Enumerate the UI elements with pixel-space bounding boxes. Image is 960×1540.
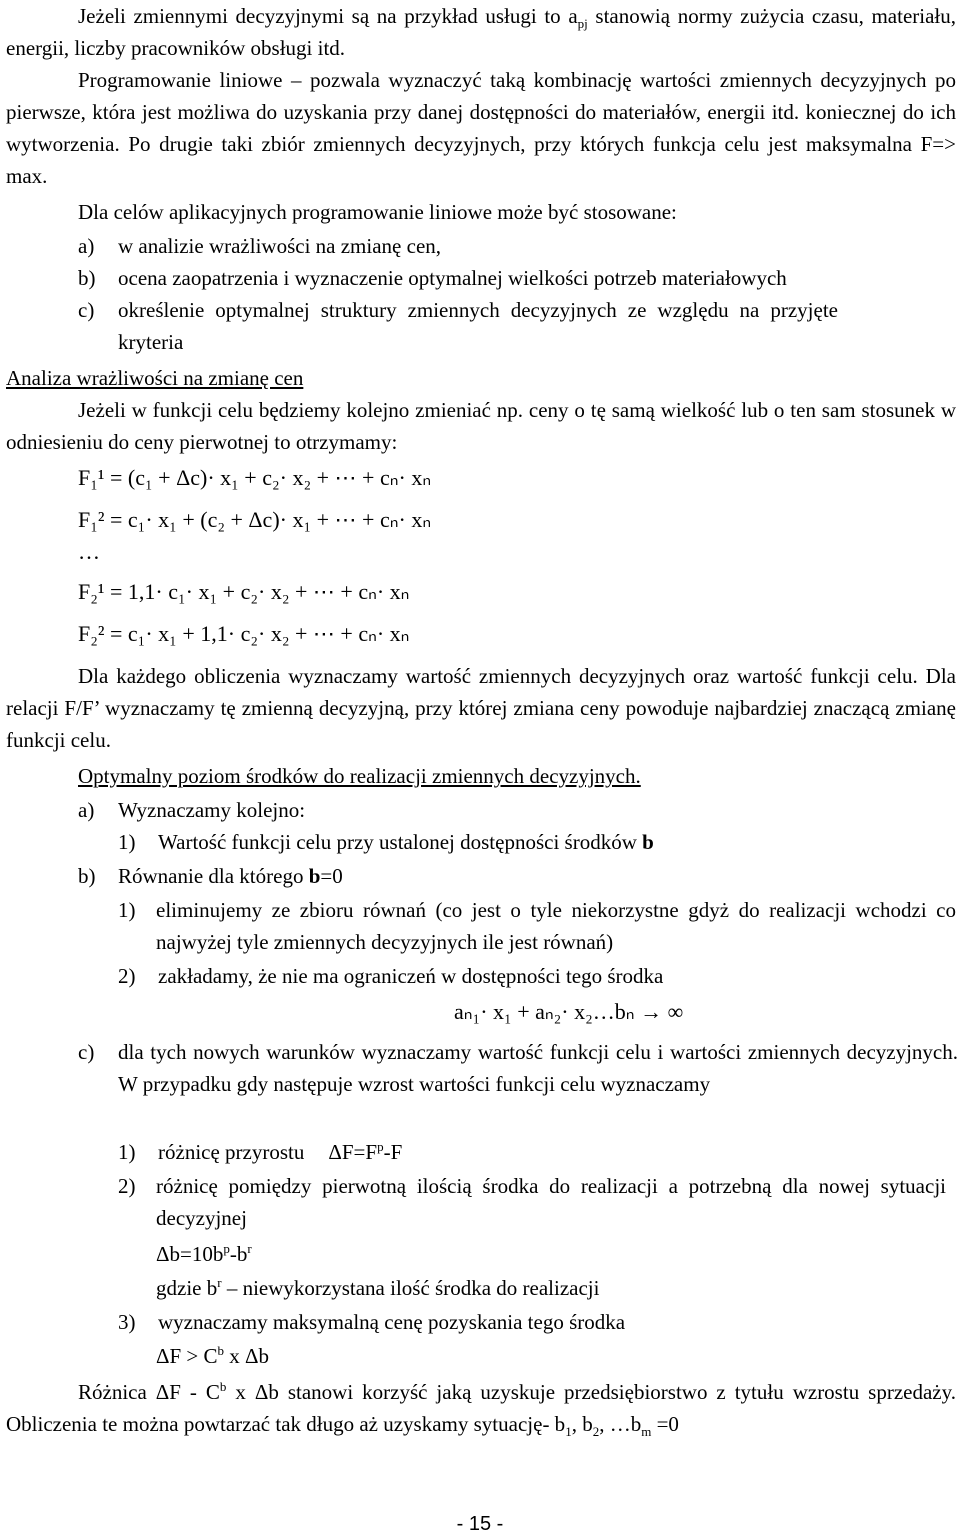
list-item: b) Równanie dla którego b=0 [78,864,343,888]
list-item-label: 1) [118,898,136,922]
list-item: 2) zakładamy, że nie ma ograniczeń w dostępności tego środka [118,964,664,988]
list-item-label: 2) [118,1174,136,1198]
list-item: a) w analizie wrażliwości na zmianę cen, [78,234,442,258]
intro-paragraph-2: Programowanie liniowe – pozwala wyznaczyć taką kombinację wartości zmiennych decyzyjnych po pierwsze, która jest możliwa do uzyskania przy danej dostępności do materiałów, energii itd. koniecznej do ich wytworzenia. Po drugie taki zbiór zmiennych decyzyjnych, przy których funkcja celu jest maksymalna F=> max. [6,68,956,188]
list-item: dla tych nowych warunków wyznaczamy wartość funkcji celu i wartości zmiennych decyzyjnych. W przypadku gdy następuje wzrost wartości funkcji celu wyznaczamy [118,1040,958,1096]
equation-ellipsis: … [78,539,100,564]
list-item-label: c) [78,1040,95,1064]
formula-max-price: $\Delta F > C^b$ x Δb [156,1343,270,1368]
equation-1: F₁¹ = (c₁ + Δc)· x₁ + c₂· x₂ + ⋯ + cₙ· xₙ [78,465,432,490]
list-item: b) ocena zaopatrzenia i wyznaczenie optymalnej wielkości potrzeb materiałowych [78,266,787,290]
list-item: eliminujemy ze zbioru równań (co jest o tyle niekorzystne gdyż do realizacji wchodzi co najwyżej tyle zmiennych decyzyjnych ile jest równań) [156,898,956,954]
equation-2: F₁² = c₁· x₁ + (c₂ + Δc)· x₁ + ⋯ + cₙ· xₙ [78,507,432,532]
formula-unbounded: aₙ₁· x₁ + aₙ₂· x₂…bₙ → ∞ [454,999,684,1024]
list-item: 1) Wartość funkcji celu przy ustalonej dostępności środków b [118,830,654,854]
sensitivity-conclusion: Dla każdego obliczenia wyznaczamy wartość zmiennych decyzyjnych oraz wartość funkcji celu. Dla relacji F/F’ wyznaczamy tę zmienną decyzyjną, przy której zmiana ceny powoduje najbardziej znaczącą zmianę funkcji celu. [6,664,956,752]
list-item-label: c) [78,298,95,322]
section-heading-sensitivity: Analiza wrażliwości na zmianę cen [6,366,304,390]
formula-note: gdzie $b^r$ – niewykorzystana ilość środka do realizacji [156,1275,600,1300]
closing-paragraph: Różnica ΔF - $C^b$ x Δb stanowi korzyść jaką uzyskuje przedsiębiorstwo z tytułu wzrostu sprzedaży. Obliczenia te można powtarzać tak długo aż uzyskamy sytuację- $b_1$, $b_2$, $\dots b_m =0$ [6,1379,956,1440]
page-number: - 15 - [456,1513,504,1535]
intro-paragraph-3: Dla celów aplikacyjnych programowanie liniowe może być stosowane: [78,200,677,224]
list-item: różnicę pomiędzy pierwotną ilością środka do realizacji a potrzebną dla nowej sytuacji decyzyjnej [156,1174,946,1230]
intro-paragraph-1: Jeżeli zmiennymi decyzyjnymi są na przykład usługi to $a_{pj}$ stanowią normy zużycia czasu, materiału, energii, liczby pracowników obsługi itd. [6,4,957,60]
list-item: określenie optymalnej struktury zmiennych decyzyjnych ze względu na przyjęte kryteria [118,298,838,354]
list-item: a) Wyznaczamy kolejno: [78,798,306,822]
equation-4: F₂² = c₁· x₁ + 1,1· c₂· x₂ + ⋯ + cₙ· xₙ [78,621,410,646]
list-item: 1) różnicę przyrostu $\Delta F=F^p-F$ [118,1139,403,1164]
equation-3: F₂¹ = 1,1· c₁· x₁ + c₂· x₂ + ⋯ + cₙ· xₙ [78,579,410,604]
sensitivity-paragraph: Jeżeli w funkcji celu będziemy kolejno zmieniać np. ceny o tę samą wielkość lub o ten sam stosunek w odniesieniu do ceny pierwotnej to otrzymamy: [6,398,956,454]
section-heading-optimal: Optymalny poziom środków do realizacji zmiennych decyzyjnych. [78,764,641,788]
formula-delta-b: $\Delta b=10b^p-b^r$ [156,1241,252,1266]
list-item: 3) wyznaczamy maksymalną cenę pozyskania tego środka [118,1310,626,1334]
